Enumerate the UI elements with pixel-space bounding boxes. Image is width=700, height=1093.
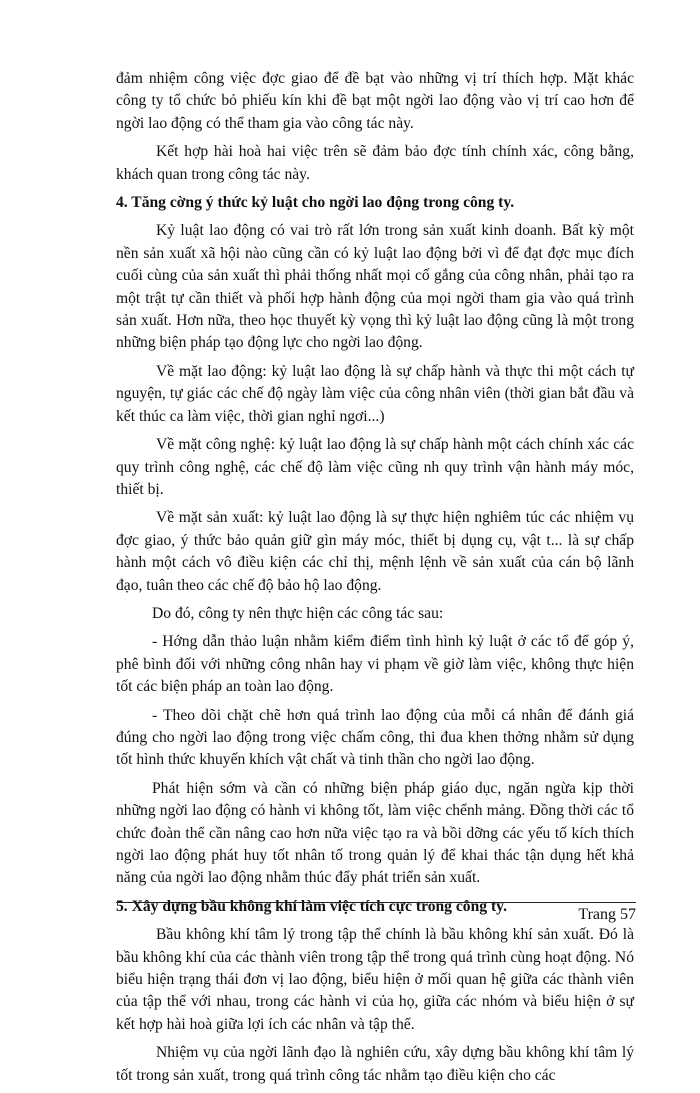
page-number: Trang 57 [578, 906, 636, 923]
paragraph-11: Bầu không khí tâm lý trong tập thể chính là bầu không khí sản xuất. Đó là bầu không khí của các thành viên trong tập thể trong quá trình cùng hoạt động. Nó biểu hiện trạng thái đơn vị lao động, biểu hiện ở mối quan hệ giữa các thành viên của tập thể với nhau, trong các hành vi của họ, giữa các nhóm và biểu hiện ở sự kết hợp hài hoà giữa lợi ích các nhân và tập thể. [116, 926, 634, 1033]
paragraph-4: Về mặt lao động: kỷ luật lao động là sự chấp hành và thực thi một cách tự nguyện, tự giác các chế độ ngày làm việc của công nhân viên (thời gian bắt đầu và kết thúc ca làm việc, thời gian nghỉ ngơi...) [116, 362, 634, 425]
paragraph-7: Do đó, công ty nên thực hiện các công tác sau: [152, 604, 444, 622]
paragraph-3: Kỷ luật lao động có vai trò rất lớn trong sản xuất kinh doanh. Bất kỳ một nền sản xuất xã hội nào cũng cần có kỷ luật lao động bởi vì để đạt đợc mục đích cuối cùng của sản xuất thì phải thống nhất mọi cố gắng của công nhân, phải tạo ra một trật tự cần thiết và phối hợp hành động của mọi ngời tham gia vào quá trình sản xuất. Hơn nữa, theo học thuyết kỳ vọng thì kỷ luật lao động cũng là một trong những biện pháp tạo động lực cho ngời lao động. [116, 222, 634, 352]
paragraph-9: - Theo dõi chặt chẽ hơn quá trình lao động của mỗi cá nhân để đánh giá đúng cho ngời lao động trong việc chấm công, thi đua khen thởng nhằm sử dụng tốt hình thức khuyến khích vật chất và tinh thần cho ngời lao động. [116, 706, 634, 769]
paragraph-12: Nhiệm vụ của ngời lãnh đạo là nghiên cứu, xây dựng bầu không khí tâm lý tốt trong sản xuất, trong quá trình công tác nhằm tạo điều kiện cho các [116, 1044, 634, 1084]
paragraph-5: Về mặt công nghệ: kỷ luật lao động là sự chấp hành một cách chính xác các quy trình công nghệ, các chế độ làm việc cũng nh quy trình vận hành máy móc, thiết bị. [116, 436, 634, 498]
paragraph-6: Về mặt sản xuất: kỷ luật lao động là sự thực hiện nghiêm túc các nhiệm vụ đợc giao, ý thức bảo quản giữ gìn máy móc, thiết bị dụng cụ, vật t... là sự chấp hành một cách vô điều kiện các chỉ thị, mệnh lệnh về sản xuất của cán bộ lãnh đạo, tuân theo các chế độ bảo hộ lao động. [116, 509, 634, 594]
paragraph-8: - Hớng dẫn thảo luận nhằm kiểm điểm tình hình kỷ luật ở các tổ để góp ý, phê bình đối với những công nhân hay vi phạm về giờ làm việc, không thực hiện tốt các biện pháp an toàn lao động. [116, 633, 634, 696]
section-heading-5: 5. Xây dựng bầu không khí làm việc tích cực trong công ty. [116, 897, 507, 915]
page-body [116, 68, 634, 1093]
section-heading-4: 4. Tăng cờng ý thức kỷ luật cho ngời lao động trong công ty. [116, 194, 515, 212]
paragraph-2: Kết hợp hài hoà hai việc trên sẽ đảm bảo đợc tính chính xác, công bằng, khách quan trong công tác này. [116, 143, 634, 183]
paragraph-1: đảm nhiệm công việc đợc giao để đề bạt vào những vị trí thích hợp. Mặt khác công ty tổ chức bỏ phiếu kín khi đề bạt một ngời lao động vào vị trí cao hơn để ngời lao động có thể tham gia vào công tác này. [116, 70, 634, 132]
paragraph-10: Phát hiện sớm và cần có những biện pháp giáo dục, ngăn ngừa kịp thời những ngời lao động có hành vi không tốt, làm việc chểnh mảng. Đồng thời các tổ chức đoàn thể cần nâng cao hơn nữa việc tạo ra và bồi dỡng các yếu tố kích thích ngời lao động phát huy tốt nhân tố trong quản lý để khai thác tận dụng hết khả năng của ngời lao động nhằm thúc đẩy phát triển sản xuất. [116, 779, 634, 887]
footer-divider [116, 902, 636, 903]
